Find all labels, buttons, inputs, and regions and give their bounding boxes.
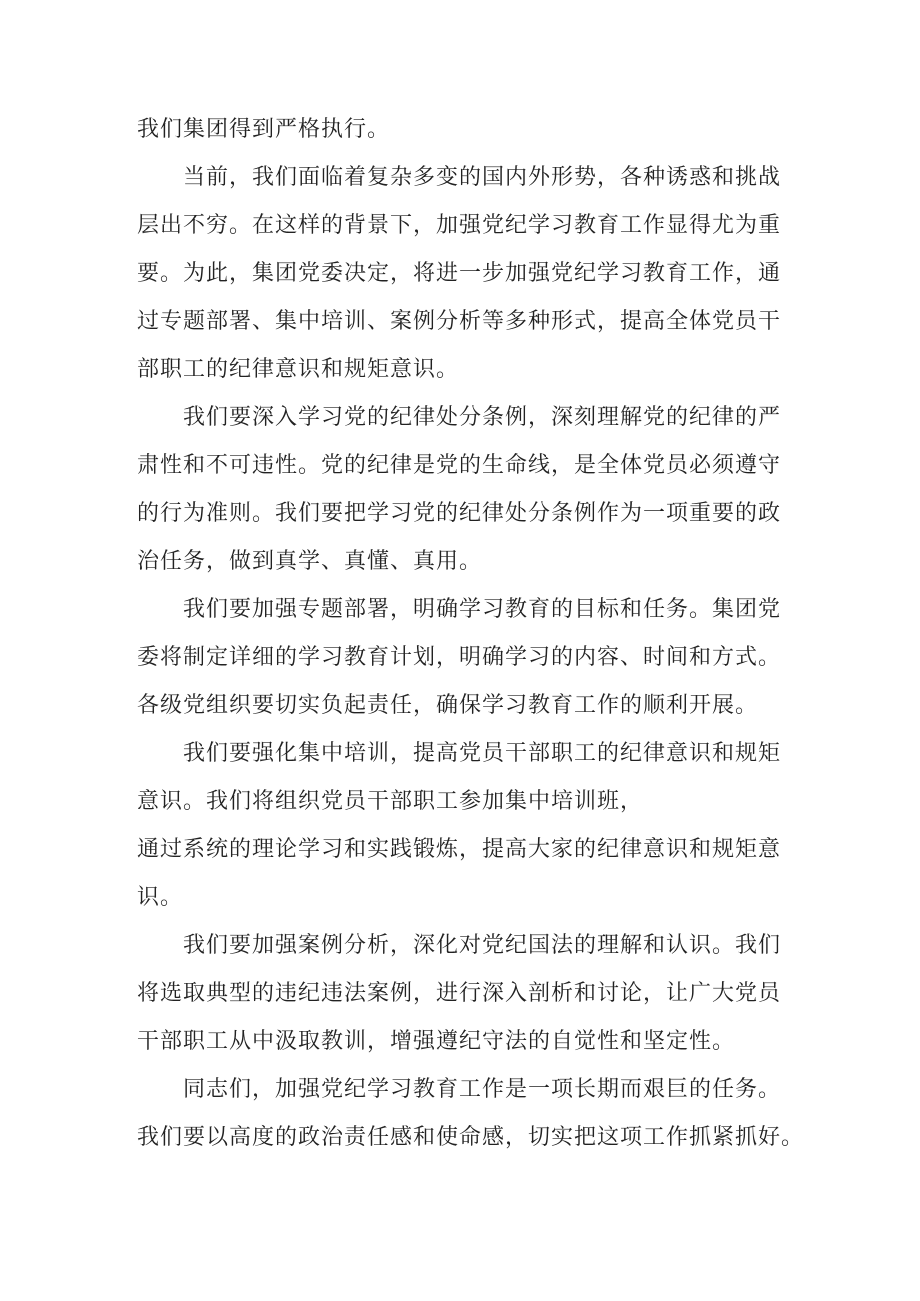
text-line: 治任务，做到真学、真懂、真用。	[137, 549, 483, 574]
text-line: 识。	[137, 885, 184, 910]
text-line: 我们要深入学习党的纪律处分条例，深刻理解党的纪律的严	[183, 405, 782, 430]
paragraph-3	[137, 394, 797, 586]
text-line: 同志们，加强党纪学习教育工作是一项长期而艰巨的任务。	[183, 1077, 782, 1102]
document-body	[137, 106, 805, 1162]
text-line: 的行为准则。我们要把学习党的纪律处分条例作为一项重要的政	[137, 501, 782, 526]
text-line: 我们要加强案例分析，深化对党纪国法的理解和认识。我们	[183, 933, 782, 958]
paragraph-2	[137, 154, 797, 394]
text-line: 过专题部署、集中培训、案例分析等多种形式，提高全体党员干	[137, 309, 782, 334]
text-line: 将选取典型的违纪违法案例，进行深入剖析和讨论，让广大党员	[137, 981, 782, 1006]
text-line: 部职工的纪律意识和规矩意识。	[137, 357, 460, 382]
text-line: 我们要加强专题部署，明确学习教育的目标和任务。集团党	[183, 597, 782, 622]
paragraph-4	[137, 586, 797, 730]
text-line: 委将制定详细的学习教育计划，明确学习的内容、时间和方式。	[137, 645, 782, 670]
text-line: 各级党组织要切实负起责任，确保学习教育工作的顺利开展。	[137, 693, 759, 718]
text-line: 我们集团得到严格执行。	[137, 117, 391, 142]
text-line: 通过系统的理论学习和实践锻炼，提高大家的纪律意识和规矩意	[137, 837, 782, 862]
paragraph-6	[137, 922, 797, 1066]
text-line: 意识。我们将组织党员干部职工参加集中培训班，	[137, 789, 644, 814]
text-line: 我们要强化集中培训，提高党员干部职工的纪律意识和规矩	[183, 741, 782, 766]
paragraph-7	[137, 1066, 805, 1162]
text-line: 要。为此，集团党委决定，将进一步加强党纪学习教育工作，通	[137, 261, 782, 286]
text-line: 肃性和不可违性。党的纪律是党的生命线，是全体党员必须遵守	[137, 453, 782, 478]
paragraph-1	[137, 106, 797, 154]
paragraph-5	[137, 730, 797, 922]
text-line: 干部职工从中汲取教训，增强遵纪守法的自觉性和坚定性。	[137, 1029, 736, 1054]
text-line: 层出不穷。在这样的背景下，加强党纪学习教育工作显得尤为重	[137, 213, 782, 238]
text-line: 我们要以高度的政治责任感和使命感，切实把这项工作抓紧抓好。	[137, 1125, 805, 1150]
text-line: 当前，我们面临着复杂多变的国内外形势，各种诱惑和挑战	[183, 165, 782, 190]
